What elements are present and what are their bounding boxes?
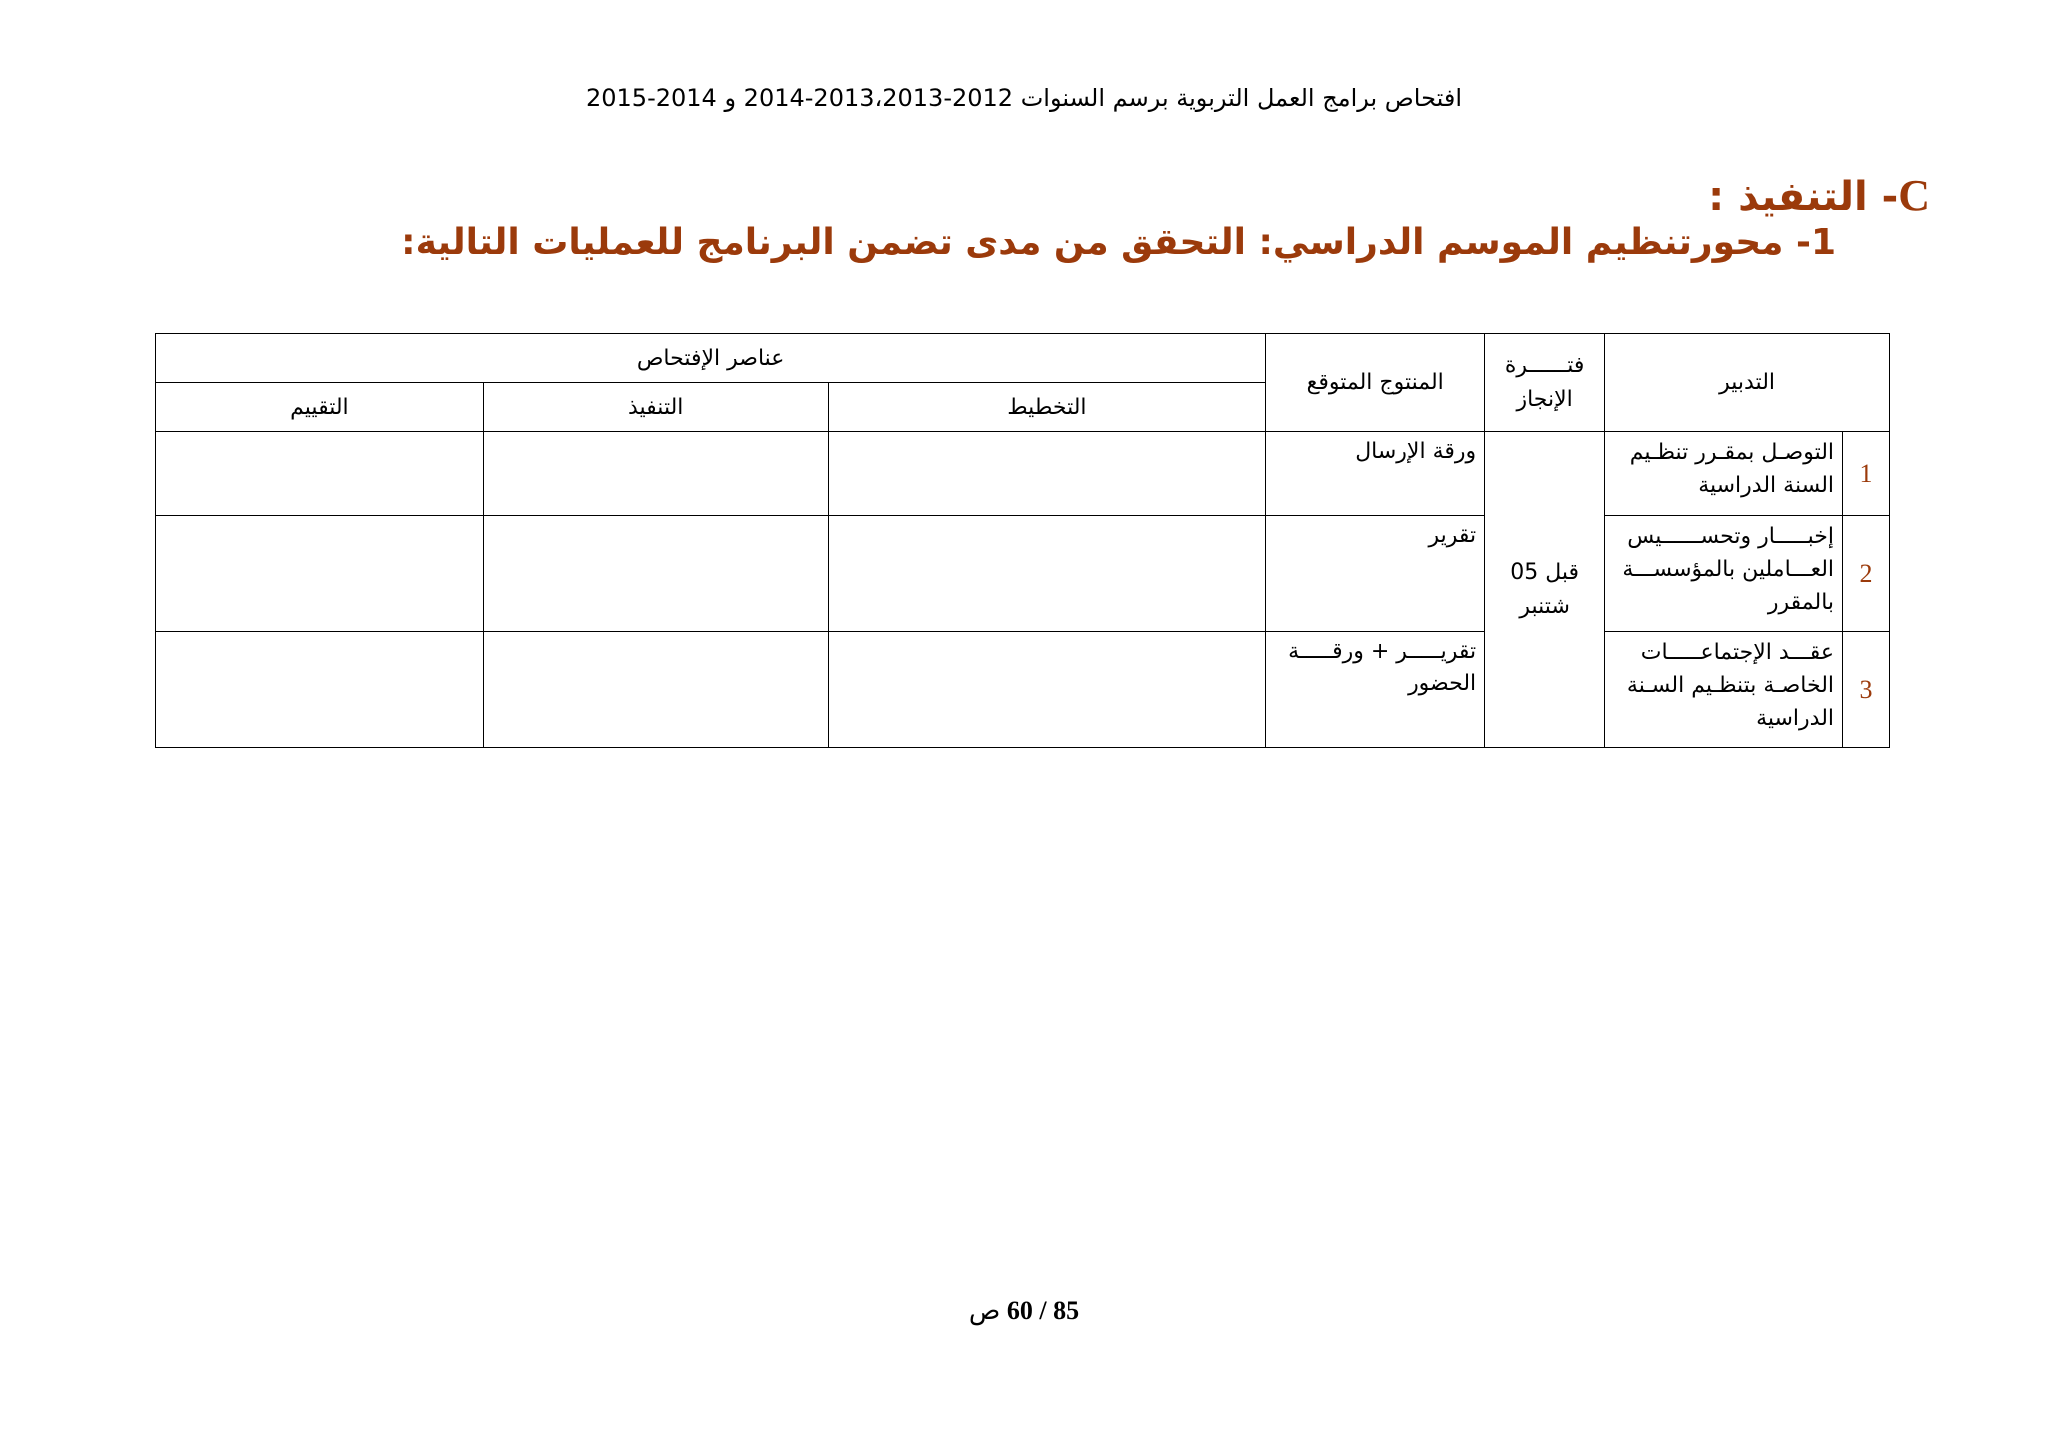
cell-execution xyxy=(483,432,828,516)
table-row xyxy=(156,432,1890,516)
table-row xyxy=(156,516,1890,632)
header-period-line2: الإنجاز xyxy=(1516,386,1573,412)
row-number: 2 xyxy=(1843,516,1890,632)
product-line: الحضور xyxy=(1408,671,1477,696)
header-evaluation: التقييم xyxy=(156,383,484,432)
row-expected-product xyxy=(1266,632,1485,748)
cell-planning xyxy=(828,516,1266,632)
header-execution: التنفيذ xyxy=(483,383,828,432)
row-measure xyxy=(1605,516,1843,632)
page-separator: / xyxy=(1039,1296,1047,1325)
period-line: قبل 05 xyxy=(1510,559,1580,585)
product-line: تقرير xyxy=(1428,523,1477,548)
measure-line: الخاصـة بتنظـيم السـنة xyxy=(1626,673,1835,698)
row-expected-product xyxy=(1266,432,1485,516)
row-number: 3 xyxy=(1843,632,1890,748)
current-page: 60 xyxy=(1006,1296,1033,1325)
cell-evaluation xyxy=(156,632,484,748)
running-header: افتحاص برامج العمل التربوية برسم السنوات 2012-2013،2013-2014 و 2014-2015 xyxy=(585,84,1462,112)
section-title: - التنفيذ : xyxy=(1708,174,1899,220)
section-letter: C xyxy=(1898,171,1930,220)
period-line: شتنبر xyxy=(1519,593,1570,619)
row-measure xyxy=(1605,432,1843,516)
header-measure: التدبير xyxy=(1605,334,1890,432)
cell-execution xyxy=(483,632,828,748)
cell-execution xyxy=(483,516,828,632)
page-number xyxy=(0,1296,2048,1326)
header-period xyxy=(1485,334,1605,432)
header-planning: التخطيط xyxy=(828,383,1266,432)
period-cell xyxy=(1485,432,1605,748)
measure-line: الدراسية xyxy=(1756,706,1835,731)
row-expected-product xyxy=(1266,516,1485,632)
page-suffix: ص xyxy=(968,1296,1001,1325)
header-expected-product: المنتوج المتوقع xyxy=(1266,334,1485,432)
header-period-line1: فتــــــرة xyxy=(1504,352,1585,378)
measure-line: بالمقرر xyxy=(1767,590,1835,615)
header-audit-elements: عناصر الإفتحاص xyxy=(156,334,1266,383)
measure-line: السنة الدراسية xyxy=(1698,473,1835,498)
cell-evaluation xyxy=(156,516,484,632)
row-number: 1 xyxy=(1843,432,1890,516)
table-row xyxy=(156,632,1890,748)
cell-planning xyxy=(828,432,1266,516)
row-measure xyxy=(1605,632,1843,748)
measure-line: إخبـــــار وتحســــــيس xyxy=(1627,524,1835,549)
measure-line: العـــاملين بالمؤسســـة xyxy=(1622,557,1835,582)
product-line: ورقة الإرسال xyxy=(1355,439,1477,464)
cell-planning xyxy=(828,632,1266,748)
audit-table xyxy=(155,333,1890,748)
product-line: تقريـــــر + ورقـــــة xyxy=(1288,639,1477,664)
cell-evaluation xyxy=(156,432,484,516)
subsection-heading: 1- محورتنظيم الموسم الدراسي: التحقق من مدى تضمن البرنامج للعمليات التالية: xyxy=(401,222,1836,263)
measure-line: التوصـل بمقـرر تنظـيم xyxy=(1629,440,1835,465)
section-heading xyxy=(1708,170,1930,221)
total-pages: 85 xyxy=(1053,1296,1080,1325)
measure-line: عقـــد الإجتماعـــــات xyxy=(1640,640,1835,665)
